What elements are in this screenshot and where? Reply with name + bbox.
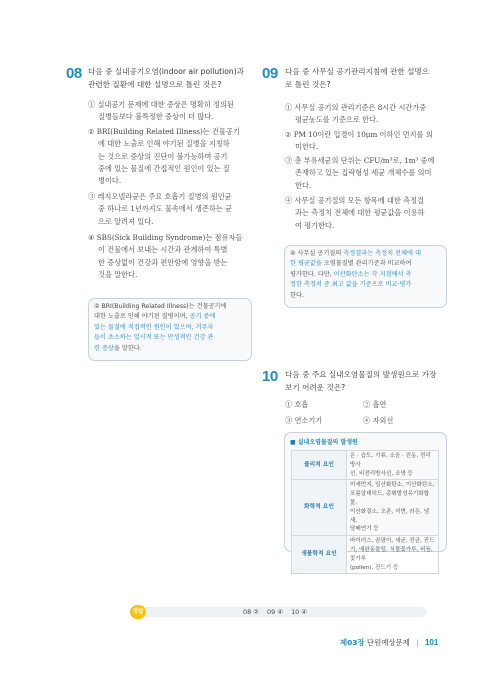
question-08-option-2: ② BRI(Building Related Illness)는 건물공기 에 대한 노출로 인해 야기된 질병을 지칭하 는 것으로 증상의 진단이 불가능하며 공기 중에 있는 물질에 간접적인 원인이 있는 질 병이다.: [88, 127, 240, 186]
table-row: [292, 480, 439, 536]
question-number-08: 08: [66, 65, 82, 82]
question-10-option-3: ③ 연소기기: [285, 416, 323, 425]
question-09-option-4: ④ 사무실 공기질의 모든 항목에 대한 측정결 과는 측정치 전체에 대한 평균값을 이용하 여 평가한다.: [285, 196, 425, 230]
footer-separator: |: [416, 638, 419, 647]
table-category-cell: 생물학적 요인: [292, 536, 347, 574]
question-09-option-1: ① 사무실 공기의 관리기준은 8시간 시간가중 평균농도를 기준으로 한다.: [285, 103, 427, 125]
table-row: [292, 536, 439, 574]
question-10-option-1: ① 호흡: [285, 400, 309, 409]
question-08-option-1: ① 실내공기 문제에 대한 증상은 명확히 정의된 질병들보다 불특정한 증상이 더 많다.: [88, 100, 234, 122]
question-10-text: 다음 중 주요 실내오염물질의 발생원으로 가장 보기 어려운 것은?: [285, 370, 437, 392]
question-08-text: 다음 중 실내공기오염(indoor air pollution)과 관련한 질환에 대한 설명으로 틀린 것은?: [88, 67, 245, 89]
table-category-cell: 물리적 요인: [292, 451, 347, 480]
page-number: 101: [424, 638, 439, 647]
table-row: [292, 451, 439, 480]
question-08-option-4: ④ SBS(Sick Building Syndrome)는 점유자들 이 건물에서 보내는 시간과 관계하여 특별 한 증상없이 건강과 편안함에 영향을 받는 것을 말한다.: [88, 233, 243, 279]
question-09-text: 다음 중 사무실 공기관리지침에 관한 설명으 로 틀린 것은?: [285, 67, 430, 89]
question-09-option-2: ② PM 10이란 입경이 10μm 이하인 먼지를 의 미한다.: [285, 130, 433, 152]
pollutant-source-table: [291, 450, 439, 574]
table-value-cell: 온 · 습도, 기류, 소음 · 진동, 전리방사 선, 비전리방사선, 조명 등: [347, 451, 439, 480]
section-title: 단원예상문제: [364, 638, 410, 647]
answer-key: 08 ② 09 ④ 10 ④: [243, 608, 307, 616]
page-footer: [340, 637, 438, 649]
question-09-option-3: ③ 총 부유세균의 단위는 CFU/m³로, 1m³ 중에 존재하고 있는 집락형성 세균 개체수를 의미 한다.: [285, 156, 435, 190]
question-10-option-2: ② 흡연: [363, 400, 387, 409]
source-table-title: ■ 실내오염물질의 발생원: [290, 439, 358, 446]
answer-badge-label: 정답: [132, 609, 144, 615]
question-08-explanation: ② BRI(Building Related Illness)는 건물공기에 대한 노출로 인해 야기된 질병이며, 공기 중에 있는 물질에 직접적인 원인이 있으며, 거주자 들이 초소하는 일시적 또는 만성적인 건강 관 련 증상을 말한다.: [94, 303, 227, 352]
question-10-option-4: ④ 자외선: [363, 416, 394, 425]
table-category-cell: 화학적 요인: [292, 480, 347, 536]
question-number-10: 10: [262, 368, 278, 385]
table-value-cell: 미세먼지, 일산화탄소, 이산화탄소, 포름알데히드, 총휘발성유기화합물, 이산화질소, 오존, 석면, 라돈, 냄새, 담배연기 등: [347, 480, 439, 536]
question-08-option-3: ③ 레지오넬라균은 주요 호흡기 질병의 원인균 중 하나로 1년까지도 물속에서 생존하는 균 으로 알려져 있다.: [88, 192, 233, 226]
table-value-cell: 바이러스, 곰팡이, 세균, 진균, 진드 기, 애완동물털, 식물꽃가루, 비듬, 꽃가루 (pollen), 진드기 등: [347, 536, 439, 574]
question-09-explanation: ④ 사무실 공기질의 측정결과는 측정치 전체에 대 한 평균값을 오염물질별 관리기준과 비교하여 평가한다. 다만, 이산화탄소는 각 지점에서 측 정한 측정치 중 최고 값을 기준으로 비교·평가 한다.: [290, 250, 421, 299]
question-number-09: 09: [262, 65, 278, 82]
chapter-label: 제03장: [340, 638, 365, 647]
